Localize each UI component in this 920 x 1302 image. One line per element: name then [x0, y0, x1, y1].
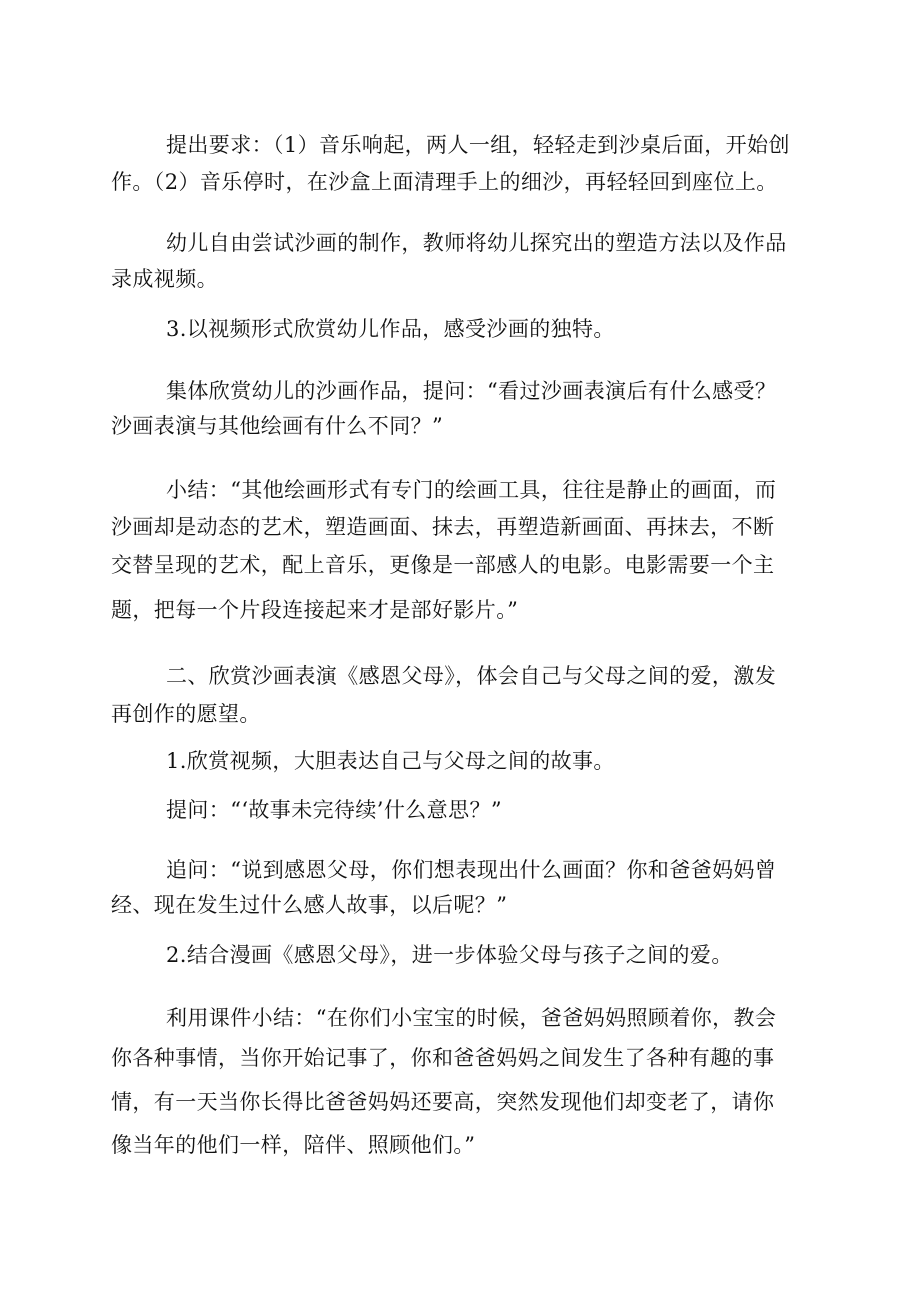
- section-2-heading-line-1: 二、欣赏沙画表演《感恩父母》，体会自己与父母之间的爱，激发: [166, 664, 777, 688]
- paragraph-courseware-summary-line-1: 利用课件小结：“在你们小宝宝的时候，爸爸妈妈照顾着你，教会: [166, 1006, 777, 1030]
- paragraph-courseware-summary-line-2: 你各种事情，当你开始记事了，你和爸爸妈妈之间发生了各种有趣的事: [111, 1046, 775, 1070]
- paragraph-courseware-summary-line-3: 情，有一天当你长得比爸爸妈妈还要高，突然发现他们却变老了，请你: [111, 1090, 775, 1114]
- paragraph-requirements-line-1: 提出要求：（1）音乐响起，两人一组，轻轻走到沙桌后面，开始创: [166, 133, 790, 157]
- section-2-heading-line-2: 再创作的愿望。: [111, 702, 261, 726]
- paragraph-summary-line-4: 题，把每一个片段连接起来才是部好影片。”: [111, 598, 519, 622]
- paragraph-free-try-line-2: 录成视频。: [111, 267, 218, 291]
- paragraph-summary-line-1: 小结：“其他绘画形式有专门的绘画工具，往往是静止的画面，而: [166, 478, 777, 502]
- step-1-heading: 1.欣赏视频，大胆表达自己与父母之间的故事。: [166, 749, 615, 773]
- paragraph-appreciate-line-2: 沙画表演与其他绘画有什么不同？”: [111, 414, 444, 438]
- paragraph-question: 提问：“‘故事未完待续’什么意思？”: [166, 798, 503, 822]
- step-3-heading: 3.以视频形式欣赏幼儿作品，感受沙画的独特。: [166, 317, 615, 341]
- paragraph-follow-up-line-2: 经、现在发生过什么感人故事，以后呢？”: [111, 893, 508, 917]
- paragraph-requirements-line-2: 作。（2）音乐停时，在沙盒上面清理手上的细沙，再轻轻回到座位上。: [111, 170, 778, 194]
- paragraph-summary-line-3: 交替呈现的艺术，配上音乐，更像是一部感人的电影。电影需要一个主: [111, 553, 775, 577]
- paragraph-appreciate-line-1: 集体欣赏幼儿的沙画作品，提问：“看过沙画表演后有什么感受？: [166, 379, 777, 403]
- step-2-heading: 2.结合漫画《感恩父母》，进一步体验父母与孩子之间的爱。: [166, 943, 733, 967]
- paragraph-summary-line-2: 沙画却是动态的艺术，塑造画面、抹去，再塑造新画面、再抹去，不断: [111, 515, 775, 539]
- paragraph-courseware-summary-line-4: 像当年的他们一样，陪伴、照顾他们。”: [111, 1133, 476, 1157]
- paragraph-follow-up-line-1: 追问：“说到感恩父母，你们想表现出什么画面？你和爸爸妈妈曾: [166, 858, 777, 882]
- paragraph-free-try-line-1: 幼儿自由尝试沙画的制作，教师将幼儿探究出的塑造方法以及作品: [166, 231, 787, 255]
